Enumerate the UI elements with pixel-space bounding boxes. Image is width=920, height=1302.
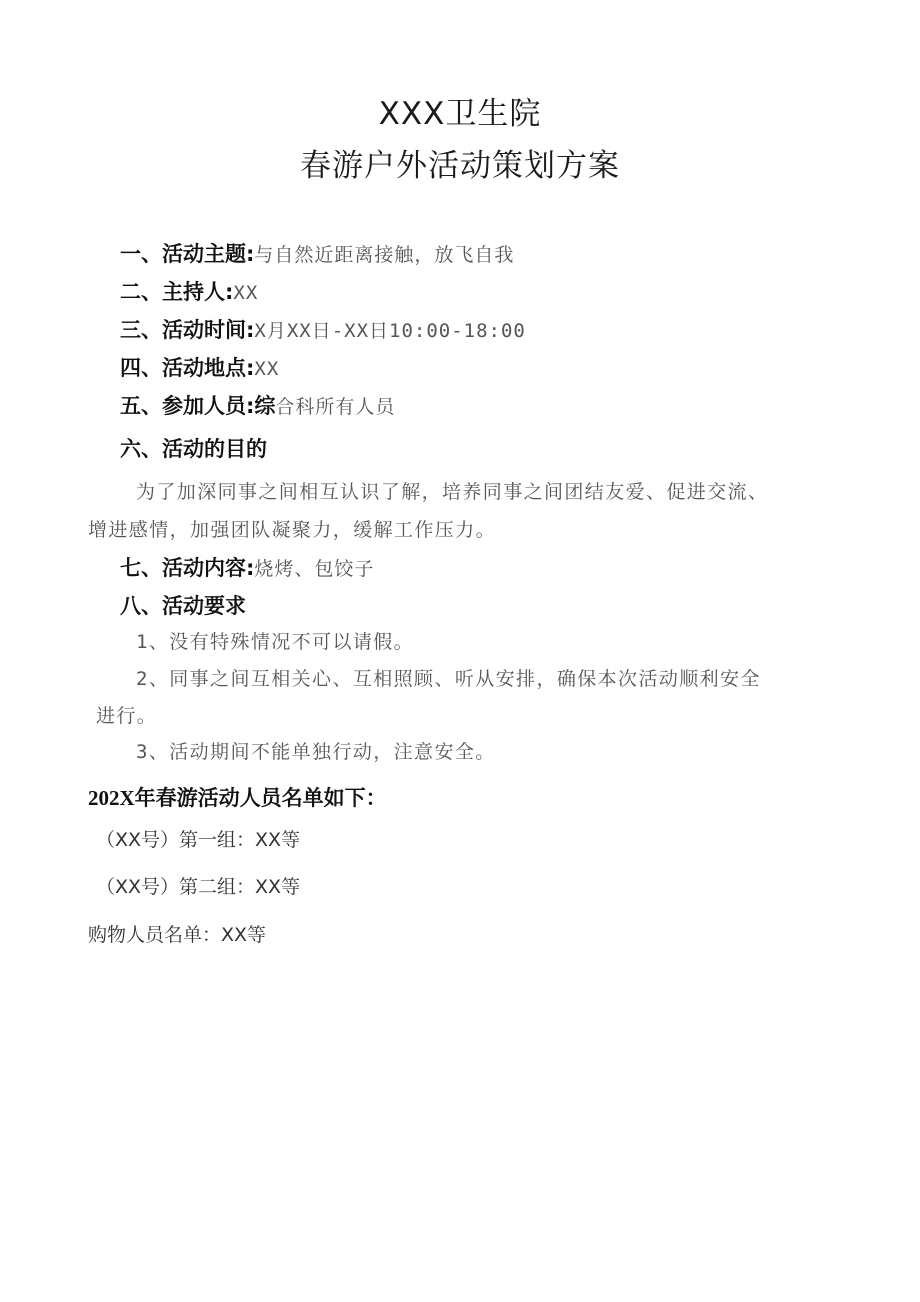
purpose-text-line1: 为了加深同事之间相互认识了解，培养同事之间团结友爱、促进交流、 xyxy=(136,481,769,503)
roster-group-1: （XX号）第一组：XX等 xyxy=(96,829,301,851)
item-content xyxy=(120,554,374,583)
item-value: X月XX日-XX日10:00-18:00 xyxy=(254,320,526,342)
requirement-2-line1: 2、同事之间互相关心、互相照顾、听从安排，确保本次活动顺利安全 xyxy=(136,668,761,690)
section-heading: 八、活动要求 xyxy=(120,594,246,618)
purpose-heading xyxy=(120,435,267,463)
roster-heading xyxy=(88,784,387,812)
roster-group-2: （XX号）第二组：XX等 xyxy=(96,876,301,898)
item-label: 七、活动内容: xyxy=(120,556,255,580)
item-value: 烧烤、包饺子 xyxy=(254,558,375,580)
item-time xyxy=(120,316,526,345)
item-label: 二、主持人: xyxy=(120,280,234,304)
item-label: 五、参加人员:综 xyxy=(120,394,276,418)
requirement-3: 3、活动期间不能单独行动，注意安全。 xyxy=(136,741,496,763)
item-value: XX xyxy=(254,358,280,380)
roster-shopping: 购物人员名单：XX等 xyxy=(88,924,267,946)
section-heading: 202X年春游活动人员名单如下： xyxy=(88,786,387,810)
item-host xyxy=(120,278,258,307)
requirement-1: 1、没有特殊情况不可以请假。 xyxy=(136,631,415,653)
item-label: 三、活动时间: xyxy=(120,318,255,342)
item-theme xyxy=(120,240,514,269)
requirements-heading xyxy=(120,592,246,620)
item-value: XX xyxy=(233,282,259,304)
document-title-plan: 春游户外活动策划方案 xyxy=(300,148,620,184)
item-label: 一、活动主题: xyxy=(120,242,255,266)
document-title-org: XXX卫生院 xyxy=(378,96,542,132)
requirement-2-line2: 进行。 xyxy=(96,705,158,727)
purpose-text-line2: 增进感情，加强团队凝聚力，缓解工作压力。 xyxy=(88,519,497,541)
item-participants xyxy=(120,392,395,421)
item-label: 四、活动地点: xyxy=(120,356,255,380)
item-value: 合科所有人员 xyxy=(275,396,396,418)
section-heading: 六、活动的目的 xyxy=(120,437,267,461)
item-location xyxy=(120,354,279,383)
item-value: 与自然近距离接触，放飞自我 xyxy=(254,244,515,266)
